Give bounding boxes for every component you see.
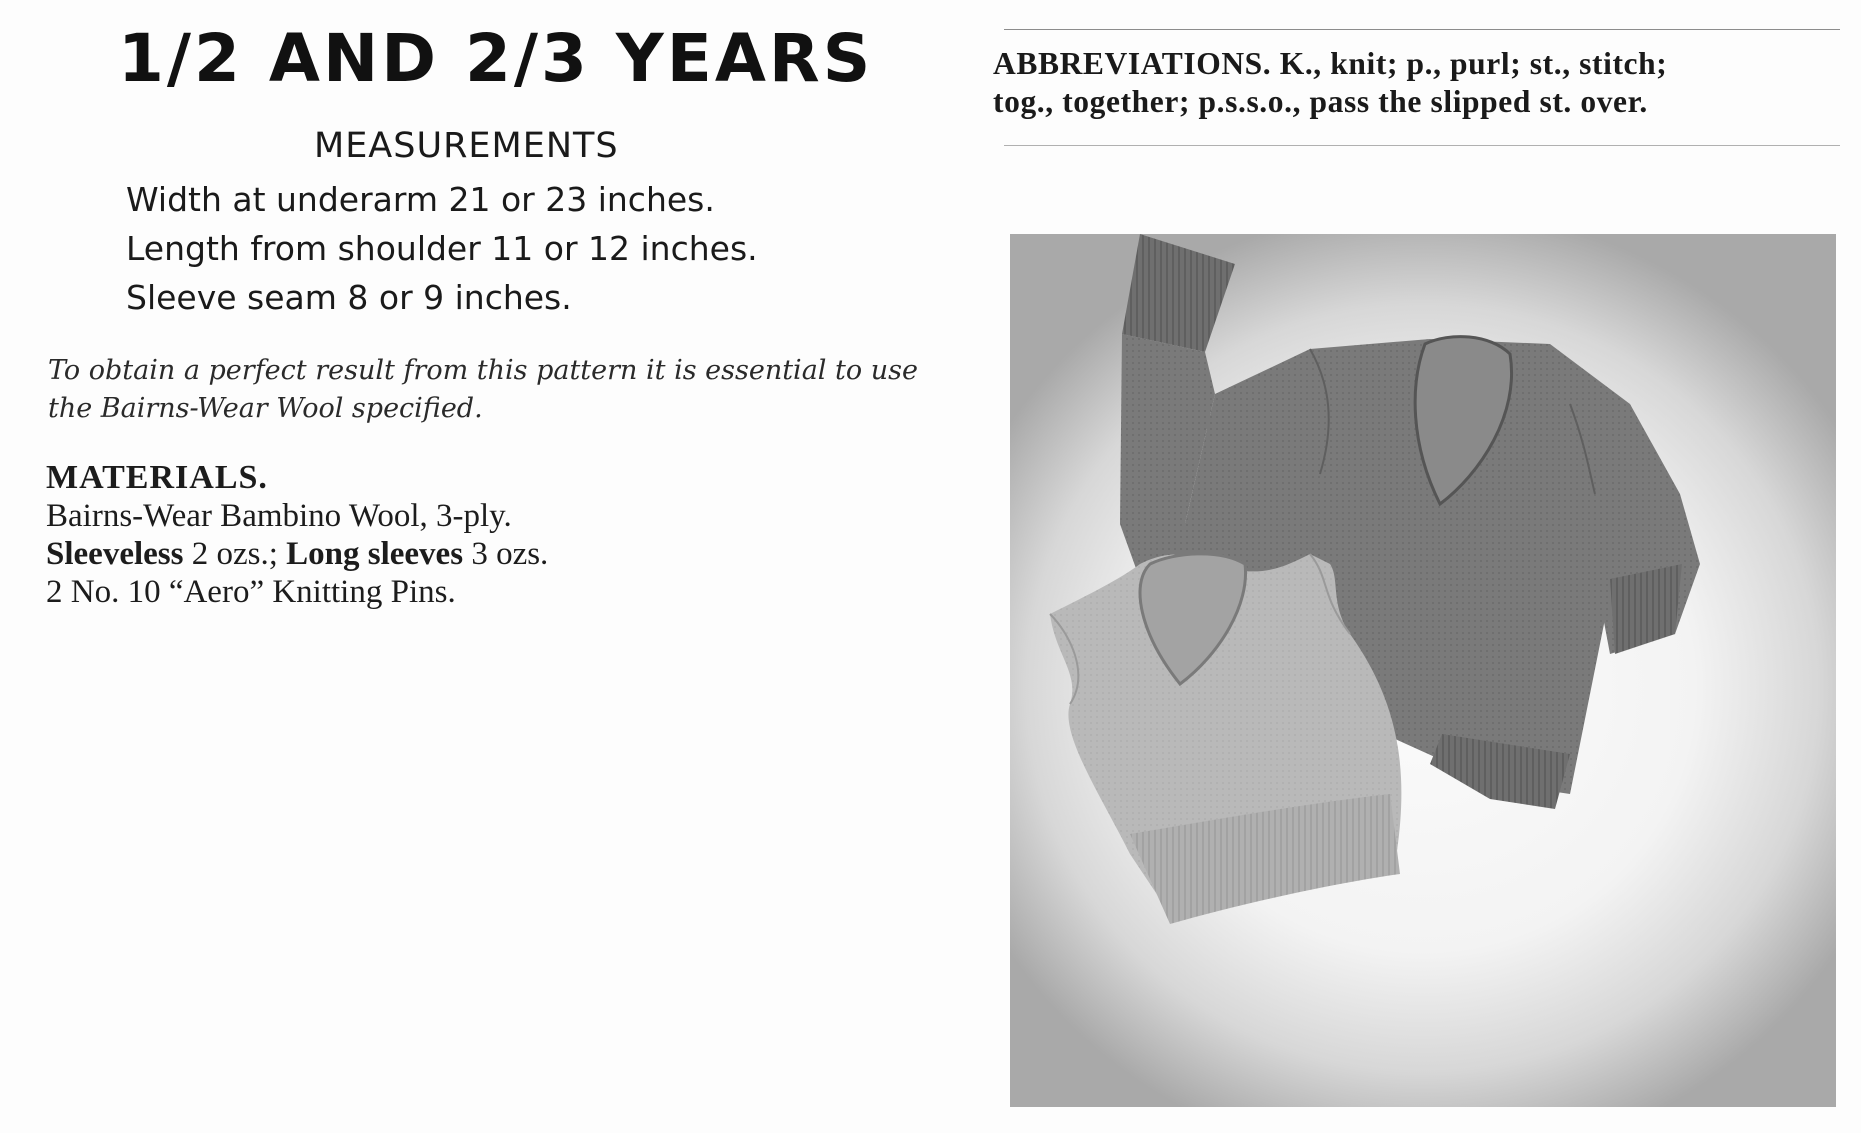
materials-heading: MATERIALS. <box>46 459 268 496</box>
long-sleeves-label: Long sleeves <box>286 536 464 572</box>
materials-wool: Bairns-Wear Bambino Wool, 3-ply. <box>46 498 512 534</box>
sleeveless-qty: 2 ozs.; <box>183 536 278 572</box>
wool-note-line-1: To obtain a perfect result from this pattern it is essential to use <box>48 355 918 386</box>
garment-photo <box>1010 234 1836 1107</box>
abbreviations-bottom-rule <box>1004 145 1840 146</box>
materials-section <box>46 459 548 611</box>
long-sleeves-qty: 3 ozs. <box>463 536 549 572</box>
measurements-heading: MEASUREMENTS <box>314 126 619 166</box>
page-title: 1/2 AND 2/3 YEARS <box>118 20 874 97</box>
measurement-width: Width at underarm 21 or 23 inches. <box>126 180 715 219</box>
abbreviations-block <box>993 45 1667 121</box>
garment-illustration <box>1010 234 1836 1107</box>
materials-quantities <box>46 535 548 573</box>
abbreviations-line-2: tog., together; p.s.s.o., pass the slipped st. over. <box>993 84 1648 119</box>
abbreviations-top-rule <box>1004 29 1840 30</box>
sleeveless-label: Sleeveless <box>46 536 184 572</box>
measurement-length: Length from shoulder 11 or 12 inches. <box>126 229 758 268</box>
abbreviations-line-1: ABBREVIATIONS. K., knit; p., purl; st., stitch; <box>993 46 1668 81</box>
materials-pins: 2 No. 10 “Aero” Knitting Pins. <box>46 574 456 610</box>
wool-note-line-2: the Bairns-Wear Wool specified. <box>48 393 483 424</box>
measurement-sleeve: Sleeve seam 8 or 9 inches. <box>126 278 572 317</box>
measurements-list <box>126 175 758 322</box>
pullover-right-cuff <box>1610 564 1682 654</box>
wool-note <box>48 352 918 428</box>
